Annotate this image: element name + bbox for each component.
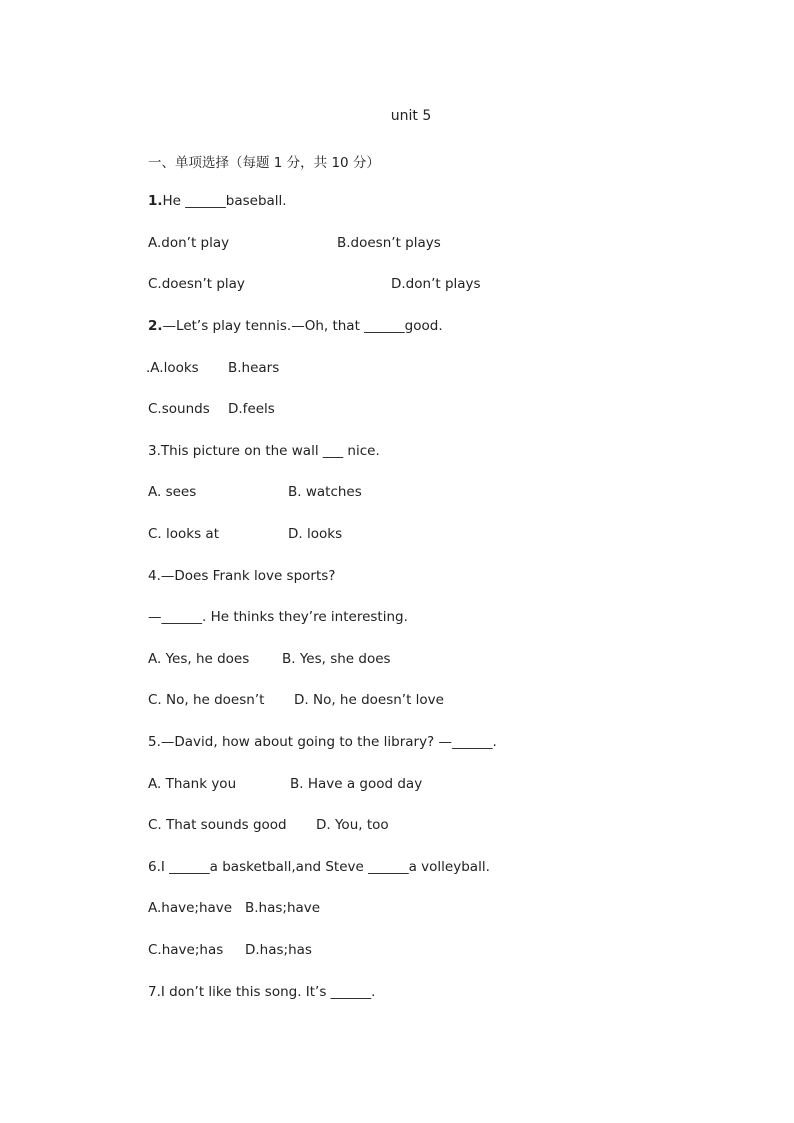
q4-option-c: C. No, he doesn’t bbox=[148, 692, 265, 708]
q5-option-b: B. Have a good day bbox=[290, 776, 423, 792]
q2-option-d: D.feels bbox=[228, 401, 275, 417]
q6-option-d: D.has;has bbox=[245, 942, 312, 958]
q6-option-c: C.have;has bbox=[148, 942, 224, 958]
section-heading: 一、单项选择（每题 1 分，共 10 分） bbox=[148, 155, 380, 171]
q2-option-b: B.hears bbox=[228, 360, 280, 376]
q3-option-d: D. looks bbox=[288, 526, 343, 542]
q1-option-a: A.don’t play bbox=[148, 235, 230, 251]
question-number: 3. bbox=[148, 443, 161, 459]
q5-option-c: C. That sounds good bbox=[148, 817, 287, 833]
question-text: —David, how about going to the library? —______. bbox=[160, 734, 497, 750]
question-7-stem bbox=[148, 983, 375, 1001]
question-1-stem bbox=[148, 192, 287, 210]
question-6-stem bbox=[148, 858, 490, 876]
question-number: 6. bbox=[148, 859, 161, 875]
question-3-stem bbox=[148, 442, 380, 460]
q3-option-b: B. watches bbox=[288, 484, 362, 500]
q4-option-b: B. Yes, she does bbox=[282, 651, 391, 667]
q5-option-a: A. Thank you bbox=[148, 776, 237, 792]
question-5-stem bbox=[148, 733, 497, 751]
q6-option-a: A.have;have bbox=[148, 900, 233, 916]
q4-option-a: A. Yes, he does bbox=[148, 651, 250, 667]
question-number: 4. bbox=[148, 568, 161, 584]
q1-option-c: C.doesn’t play bbox=[148, 276, 245, 292]
question-number: 5. bbox=[148, 734, 161, 750]
question-4-stem bbox=[148, 567, 335, 585]
q1-option-d: D.don’t plays bbox=[391, 276, 481, 292]
question-number: 1. bbox=[148, 193, 163, 209]
question-text: —Does Frank love sports? bbox=[160, 568, 336, 584]
question-4-stem-2: —______. He thinks they’re interesting. bbox=[148, 609, 408, 625]
question-text: This picture on the wall ___ nice. bbox=[160, 443, 380, 459]
question-text: I ______a basketball,and Steve ______a volleyball. bbox=[160, 859, 490, 875]
q1-option-b: B.doesn’t plays bbox=[337, 235, 441, 251]
question-text: He ______baseball. bbox=[162, 193, 287, 209]
page-title: unit 5 bbox=[390, 108, 432, 124]
q2-option-a: .A.looks bbox=[146, 360, 199, 376]
question-number: 2. bbox=[148, 318, 163, 334]
question-2-stem bbox=[148, 317, 443, 335]
q5-option-d: D. You, too bbox=[316, 817, 389, 833]
q3-option-c: C. looks at bbox=[148, 526, 219, 542]
q6-option-b: B.has;have bbox=[245, 900, 321, 916]
q2-option-c: C.sounds bbox=[148, 401, 210, 417]
q3-option-a: A. sees bbox=[148, 484, 197, 500]
question-text: I don’t like this song. It’s ______. bbox=[160, 984, 376, 1000]
question-text: —Let’s play tennis.—Oh, that ______good. bbox=[162, 318, 443, 334]
q4-option-d: D. No, he doesn’t love bbox=[294, 692, 444, 708]
question-number: 7. bbox=[148, 984, 161, 1000]
